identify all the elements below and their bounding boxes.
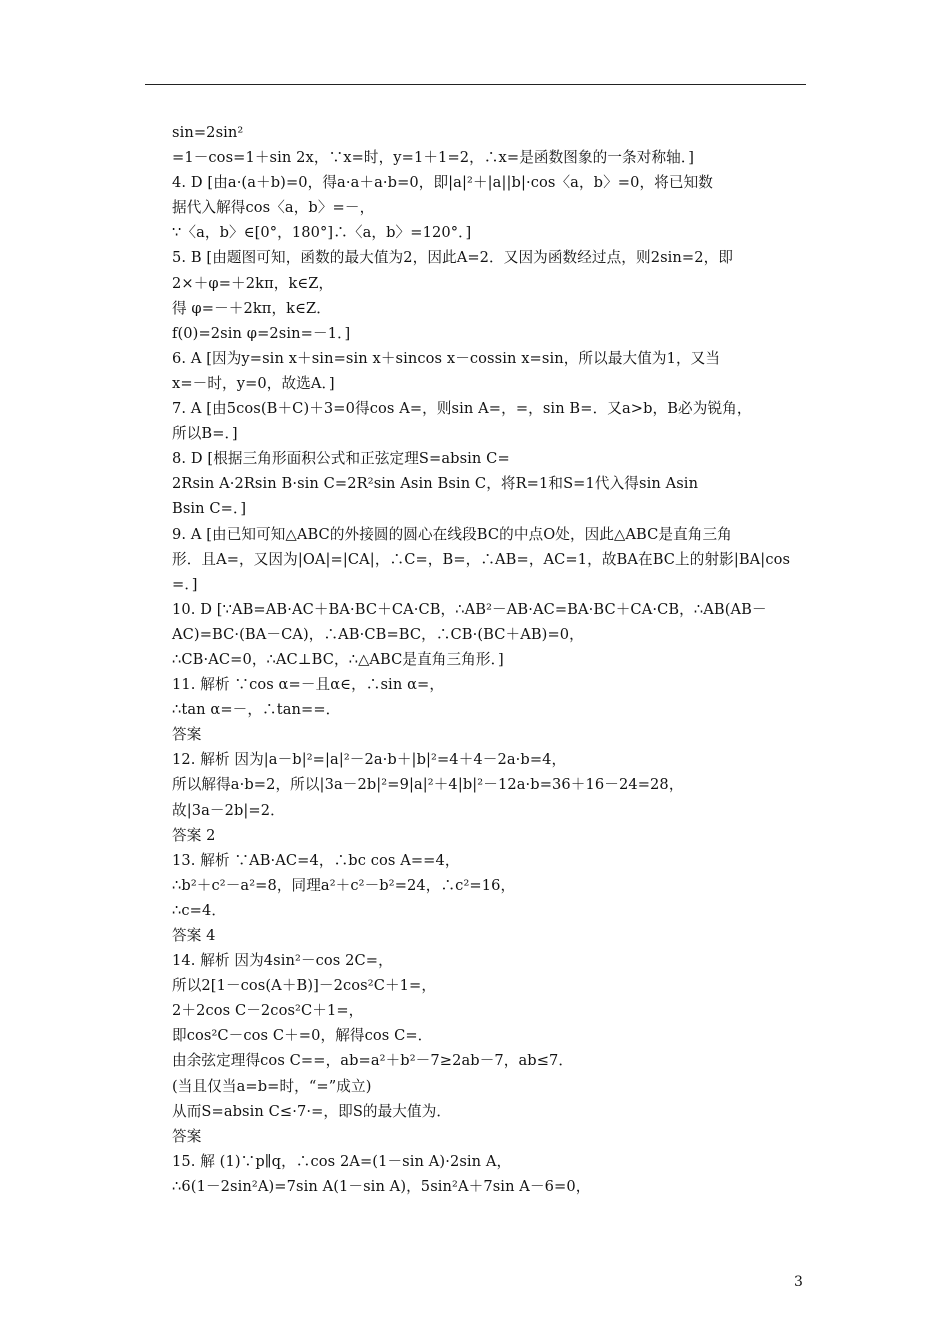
- text-line: 2Rsin A·2Rsin B·sin C=2R²sin Asin Bsin C，将R=1和S=1代入得sin Asin: [172, 475, 699, 493]
- text-line: sin=2sin²: [172, 124, 244, 141]
- text-line: ∴CB·AC=0，∴AC⊥BC，∴△ABC是直角三角形．]: [172, 650, 504, 668]
- text-line: AC)=BC·(BA－CA)，∴AB·CB=BC，∴CB·(BC＋AB)=0，: [172, 625, 584, 643]
- text-line: 答案 2: [172, 826, 216, 844]
- text-line: 故|3a－2b|=2．: [172, 801, 285, 819]
- text-line: 答案 4: [172, 927, 216, 944]
- text-line: 5. B [由题图可知，函数的最大值为2，因此A=2．又因为函数经过点，则2sin=2，即: [172, 249, 734, 267]
- text-line: =1－cos=1＋sin 2x，∵x=时，y=1＋1=2，∴x=是函数图象的一条对称轴．]: [172, 149, 695, 167]
- text-line: 6. A [因为y=sin x＋sin=sin x＋sincos x－cossin x=sin，所以最大值为1，又当: [172, 349, 721, 367]
- text-line: 从而S=absin C≤·7·=，即S的最大值为．: [172, 1102, 452, 1120]
- text-line: 14. 解析 因为4sin²－cos 2C=，: [172, 952, 393, 970]
- text-line: ∴6(1－2sin²A)=7sin A(1－sin A)，5sin²A＋7sin A－6=0，: [172, 1177, 591, 1195]
- text-line: 13. 解析 ∵AB·AC=4，∴bc cos A==4，: [172, 851, 460, 869]
- text-line: 据代入解得cos〈a，b〉=－，: [172, 199, 375, 217]
- text-line: 2＋2cos C－2cos²C＋1=，: [172, 1002, 364, 1020]
- text-line: 9. A [由已知可知△ABC的外接圆的圆心在线段BC的中点O处，因此△ABC是直角三角: [172, 525, 732, 543]
- text-line: =．]: [172, 575, 198, 593]
- text-line: 7. A [由5cos(B＋C)＋3=0得cos A=，则sin A=，=，sin B=．又a>b，B必为锐角，: [172, 400, 752, 418]
- text-line: x=－时，y=0，故选A．]: [172, 374, 335, 392]
- text-line: ∴c=4．: [172, 901, 227, 919]
- text-line: 形．且A=，又因为|OA|=|CA|，∴C=，B=，∴AB=，AC=1，故BA在BC上的射影|BA|cos: [172, 550, 791, 568]
- text-line: 2×＋φ=＋2kπ，k∈Z，: [172, 274, 334, 292]
- text-line: 所以解得a·b=2，所以|3a－2b|²=9|a|²＋4|b|²－12a·b=36＋16－24=28，: [172, 776, 684, 794]
- text-line: 由余弦定理得cos C==，ab=a²＋b²－7≥2ab－7，ab≤7．: [172, 1052, 574, 1070]
- text-line: 答案: [172, 726, 202, 744]
- page-number: 3: [794, 1274, 803, 1290]
- header-rule: [145, 84, 806, 85]
- text-line: 得 φ=－＋2kπ，k∈Z．: [172, 299, 331, 317]
- text-line: ∴b²＋c²－a²=8，同理a²＋c²－b²=24，∴c²=16，: [172, 876, 516, 894]
- text-line: 8. D [根据三角形面积公式和正弦定理S=absin C=: [172, 450, 510, 468]
- text-line: 所以2[1－cos(A＋B)]－2cos²C＋1=，: [172, 977, 437, 995]
- solution-text: [172, 120, 812, 1199]
- text-line: 11. 解析 ∵cos α=－且α∈，∴sin α=，: [172, 676, 445, 694]
- text-line: 答案: [172, 1127, 202, 1145]
- text-line: 10. D [∵AB=AB·AC＋BA·BC＋CA·CB，∴AB²－AB·AC=BA·BC＋CA·CB，∴AB(AB－: [172, 600, 767, 618]
- text-line: f(0)=2sin φ=2sin=－1．]: [172, 324, 351, 342]
- text-line: 15. 解 (1)∵p∥q，∴cos 2A=(1－sin A)·2sin A，: [172, 1152, 512, 1170]
- text-line: 12. 解析 因为|a－b|²=|a|²－2a·b＋|b|²=4＋4－2a·b=4，: [172, 751, 567, 769]
- text-line: 所以B=．]: [172, 425, 238, 443]
- text-line: Bsin C=．]: [172, 500, 247, 518]
- text-line: ∵〈a，b〉∈[0°，180°]∴〈a，b〉=120°．]: [172, 224, 472, 242]
- text-line: (当且仅当a=b=时，“=”成立): [172, 1077, 372, 1095]
- text-line: 4. D [由a·(a＋b)=0，得a·a＋a·b=0，即|a|²＋|a||b|·cos〈a，b〉=0，将已知数: [172, 174, 713, 192]
- text-line: 即cos²C－cos C＋=0，解得cos C=．: [172, 1027, 433, 1045]
- text-line: ∴tan α=－，∴tan==．: [172, 701, 341, 719]
